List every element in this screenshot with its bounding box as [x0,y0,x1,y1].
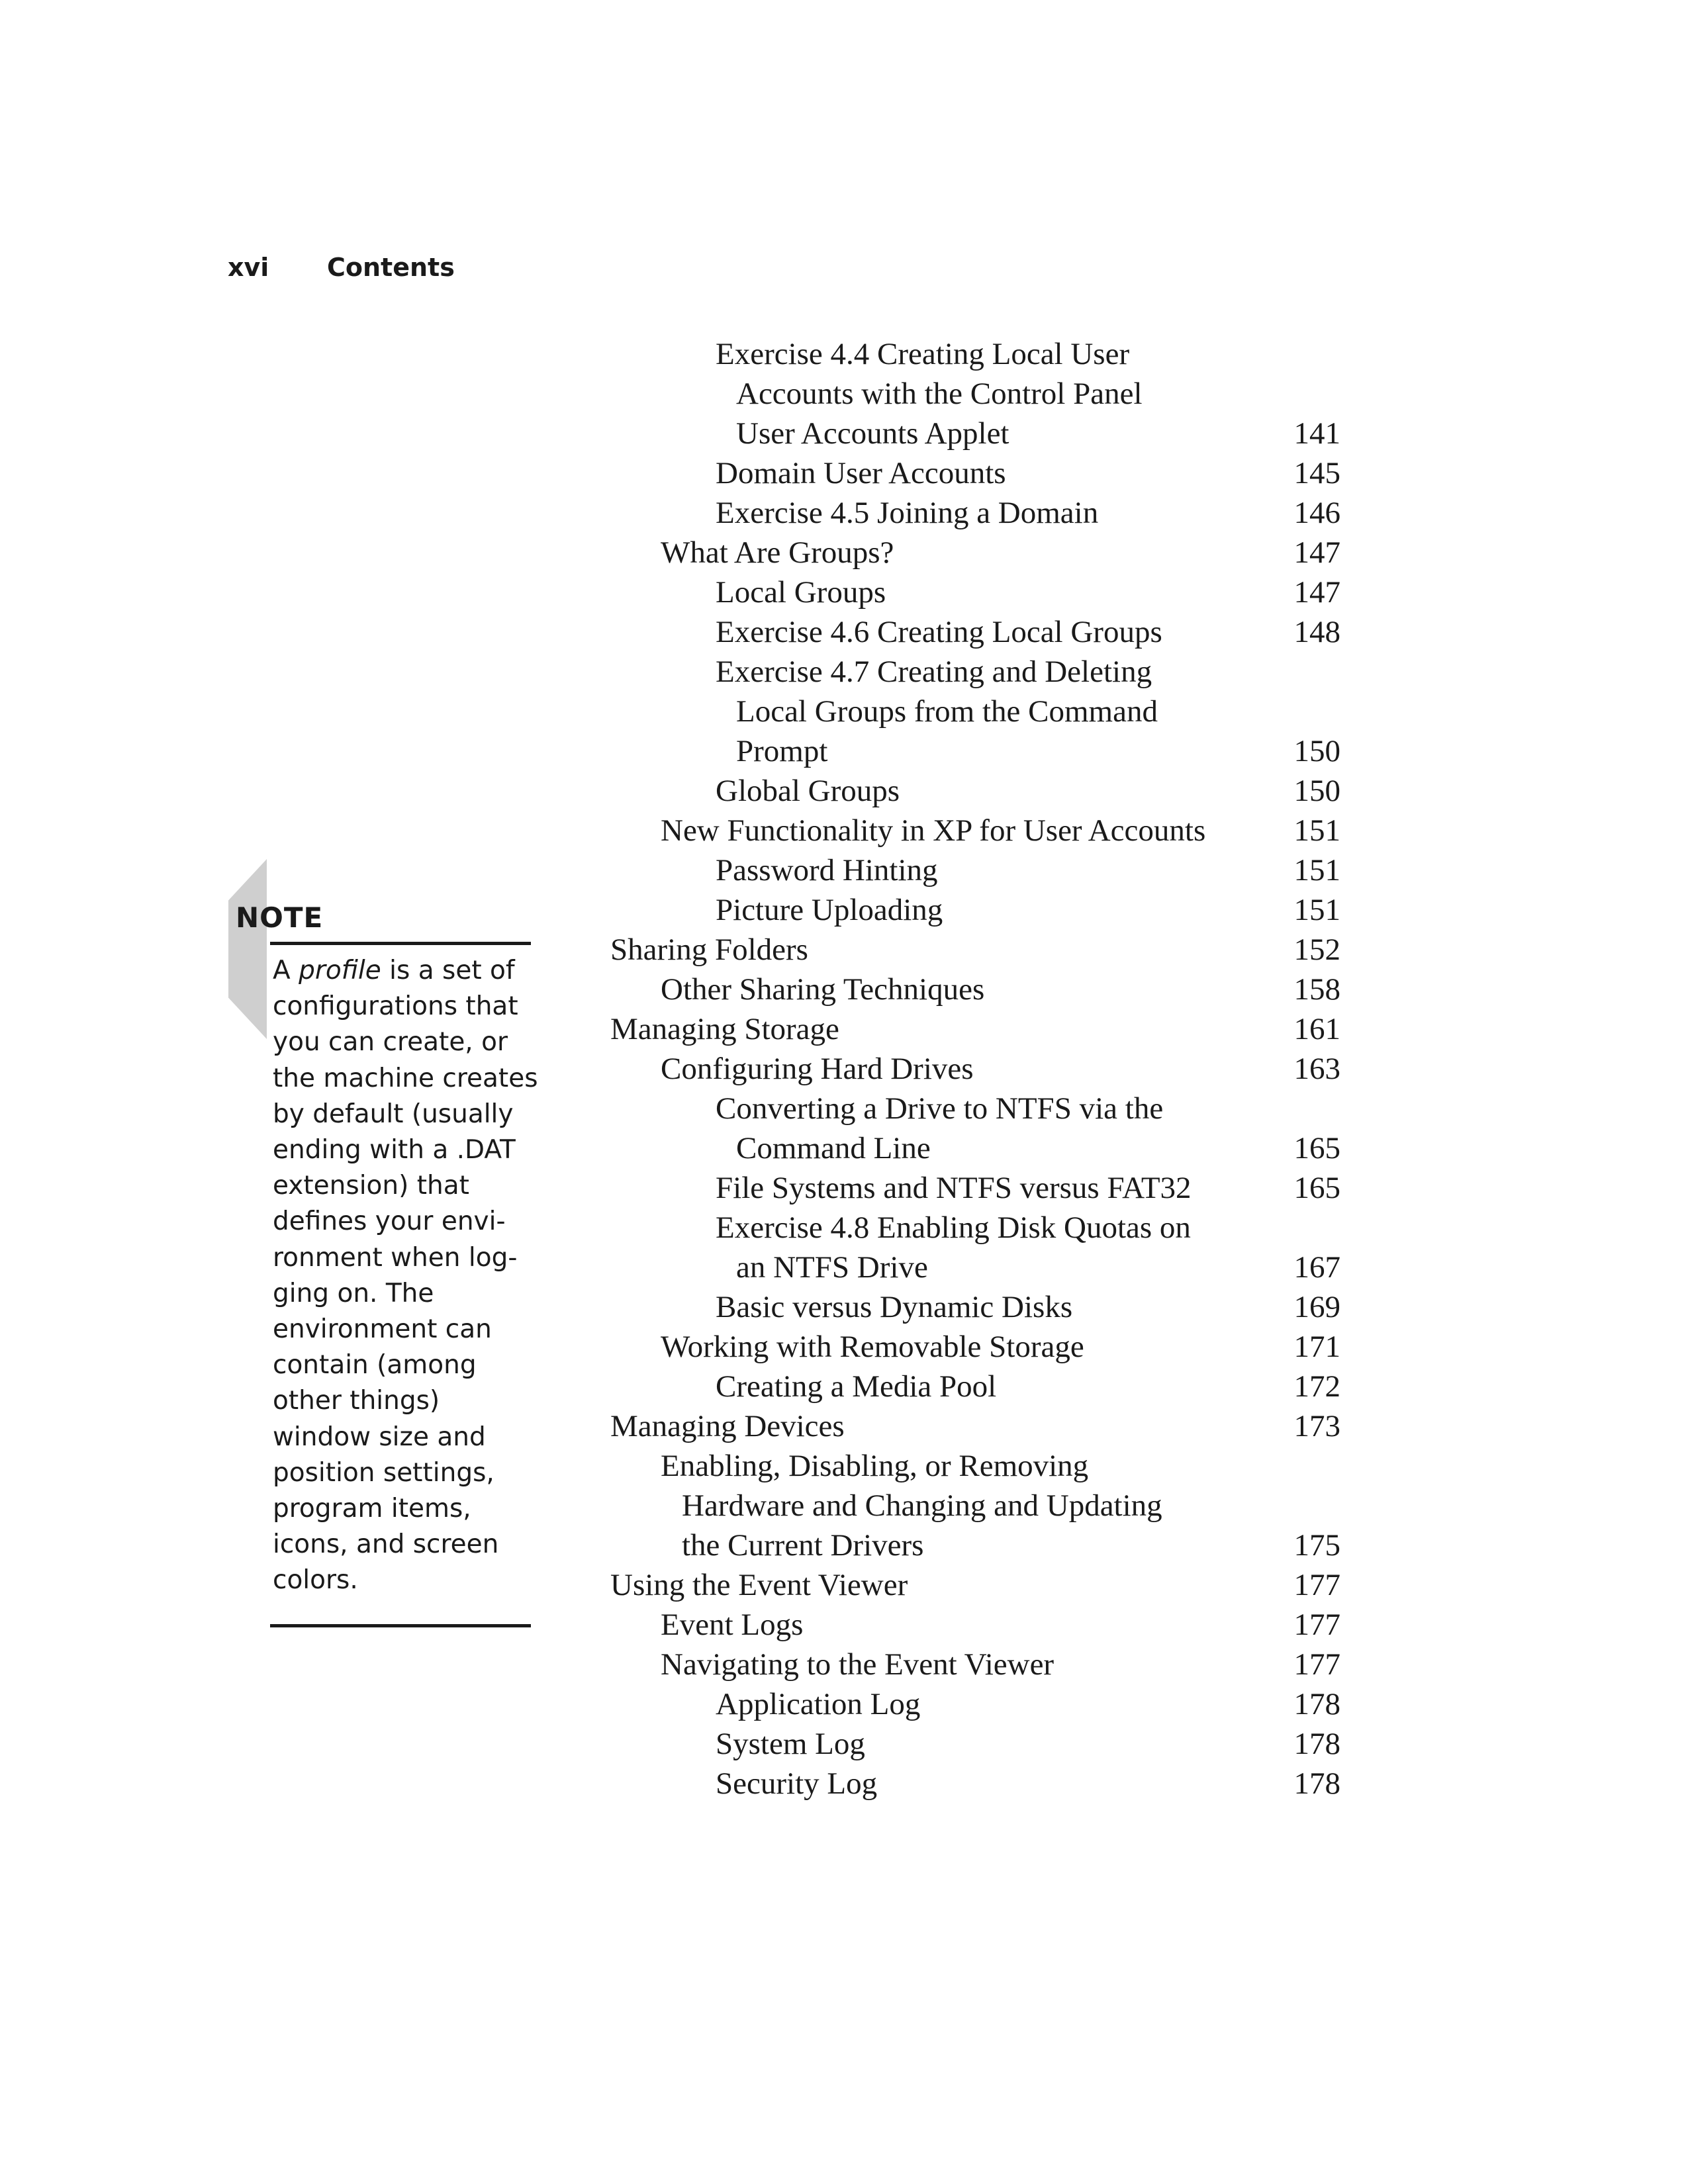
toc-entry-page: 146 [1293,496,1340,530]
toc-entry-page: 161 [1293,1012,1340,1046]
toc-entry-title: Application Log [716,1687,921,1721]
toc-entry-title: Accounts with the Control Panel [736,377,1143,411]
toc-entry-page: 141 [1293,416,1340,451]
note-line: configurations that [273,991,518,1022]
toc-entry-page: 163 [1293,1052,1340,1086]
toc-entry-page: 145 [1293,456,1340,490]
toc-entry-title: Exercise 4.8 Enabling Disk Quotas on [716,1210,1191,1245]
note-line: ending with a .DAT [273,1135,516,1165]
section-title: Contents [327,253,455,282]
toc-entry-page: 169 [1293,1290,1340,1324]
toc-entry-title: Hardware and Changing and Updating [682,1488,1162,1523]
toc-entry-title: Prompt [736,734,828,768]
toc-entry-page: 177 [1293,1608,1340,1642]
toc-entry-title: Managing Storage [610,1012,839,1046]
toc-entry-page: 151 [1293,893,1340,927]
toc-entry-page: 152 [1293,933,1340,967]
toc-entry-page: 177 [1293,1647,1340,1682]
toc-entry-page: 150 [1293,774,1340,808]
note-line: ging on. The [273,1278,434,1308]
toc-entry-title: Picture Uploading [716,893,943,927]
toc-entry-title: Enabling, Disabling, or Removing [661,1449,1089,1483]
note-line: the machine creates [273,1063,538,1093]
toc-entry-title: Password Hinting [716,853,938,887]
toc-entry-title: Global Groups [716,774,900,808]
toc-entry-title: File Systems and NTFS versus FAT32 [716,1171,1192,1205]
toc-entry-page: 178 [1293,1727,1340,1761]
note-line: position settings, [273,1457,494,1488]
toc-entry-title: Managing Devices [610,1409,845,1443]
toc-entry-title: Local Groups from the Command [736,694,1158,729]
toc-entry-title: Exercise 4.4 Creating Local User [716,337,1130,371]
toc-entry-title: Converting a Drive to NTFS via the [716,1091,1164,1126]
toc-entry-page: 151 [1293,853,1340,887]
toc-entry-title: Event Logs [661,1608,804,1642]
toc-entry-title: Local Groups [716,575,886,610]
toc-entry-title: System Log [716,1727,865,1761]
toc-entry-title: Domain User Accounts [716,456,1006,490]
toc-entry-title: Using the Event Viewer [610,1568,908,1602]
note-line: by default (usually [273,1099,514,1129]
toc-entry-page: 173 [1293,1409,1340,1443]
page-number: xvi [228,253,269,282]
note-line: window size and [273,1422,486,1452]
toc-entry-title: Working with Removable Storage [661,1330,1084,1364]
toc-entry-title: New Functionality in XP for User Accounts [661,813,1206,848]
toc-entry-title: the Current Drivers [682,1528,924,1563]
toc-entry-page: 175 [1293,1528,1340,1563]
toc-entry-title: What Are Groups? [661,535,894,570]
toc-entry-page: 177 [1293,1568,1340,1602]
toc-entry-title: Command Line [736,1131,931,1165]
toc-entry-title: Navigating to the Event Viewer [661,1647,1055,1682]
toc-entry-title: Creating a Media Pool [716,1369,997,1404]
note-line: other things) [273,1386,440,1416]
toc-entry-title: Security Log [716,1766,878,1801]
toc-entry-title: Exercise 4.7 Creating and Deleting [716,655,1152,689]
toc-entry-title: Sharing Folders [610,933,808,967]
toc-entry-page: 165 [1293,1131,1340,1165]
note-line: ronment when log- [273,1242,518,1273]
toc-entry-page: 178 [1293,1766,1340,1801]
note-line: program items, [273,1494,471,1524]
toc-entry-page: 158 [1293,972,1340,1007]
toc-entry-page: 151 [1293,813,1340,848]
toc-entry-title: Basic versus Dynamic Disks [716,1290,1073,1324]
toc-entry-title: User Accounts Applet [736,416,1009,451]
toc-entry-title: Exercise 4.6 Creating Local Groups [716,615,1162,649]
note-line: A profile is a set of [273,956,515,985]
note-heading: NOTE [236,901,324,934]
toc-entry-page: 167 [1293,1250,1340,1285]
toc-entry-page: 165 [1293,1171,1340,1205]
note-line: contain (among [273,1350,477,1381]
note-line: icons, and screen [273,1529,499,1560]
toc-entry-page: 147 [1293,535,1340,570]
toc-entry-title: Other Sharing Techniques [661,972,985,1007]
toc-entry-title: Exercise 4.5 Joining a Domain [716,496,1099,530]
toc-entry-page: 171 [1293,1330,1340,1364]
note-line: colors. [273,1565,358,1596]
toc-entry-page: 172 [1293,1369,1340,1404]
toc-entry-page: 150 [1293,734,1340,768]
note-line: you can create, or [273,1027,508,1058]
note-line: defines your envi- [273,1206,506,1237]
toc-entry-page: 148 [1293,615,1340,649]
toc-entry-page: 147 [1293,575,1340,610]
note-line: extension) that [273,1171,469,1201]
toc-entry-page: 178 [1293,1687,1340,1721]
note-line: environment can [273,1314,492,1345]
toc-entry-title: Configuring Hard Drives [661,1052,974,1086]
toc-entry-title: an NTFS Drive [736,1250,928,1285]
